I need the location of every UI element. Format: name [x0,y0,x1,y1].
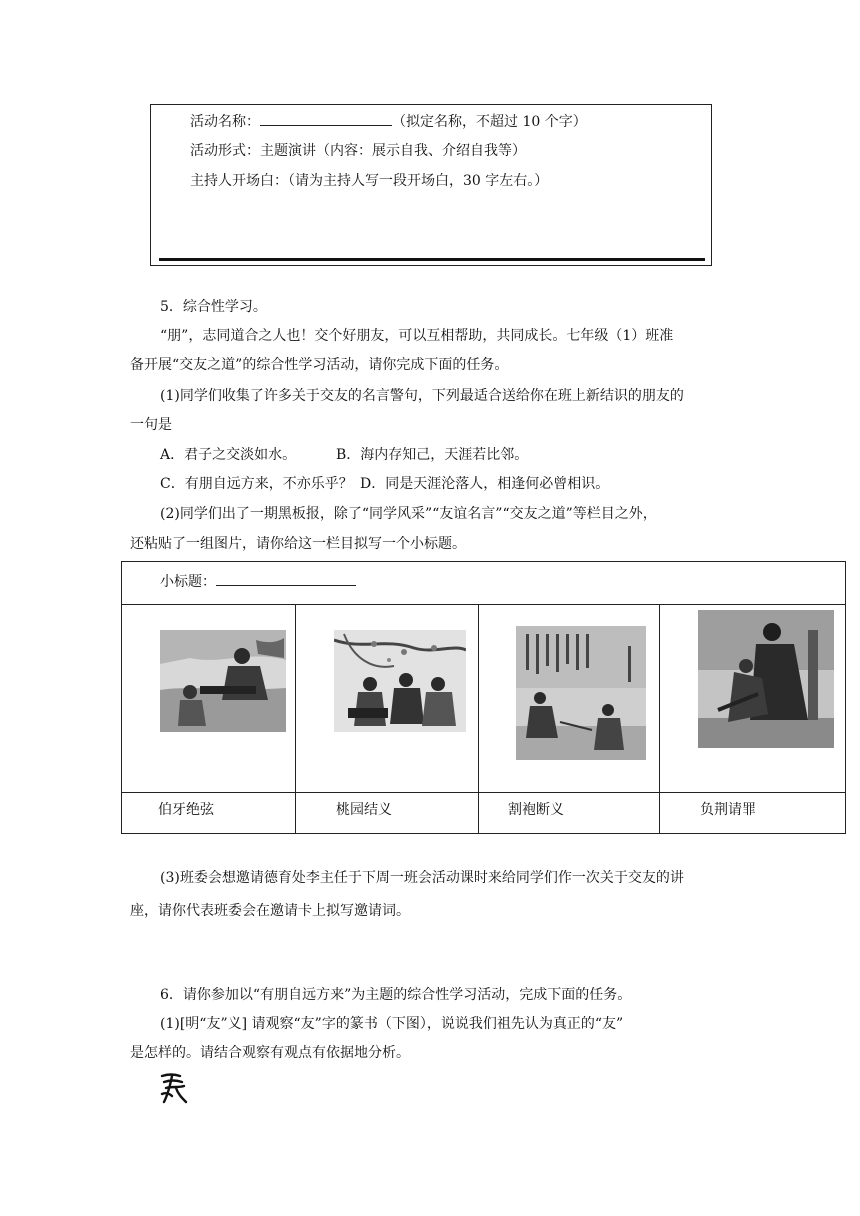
q6-sub1-line-2: 是怎样的。请结合观察有观点有依据地分析。 [130,1045,410,1061]
table-divider [659,604,660,833]
seal-script-you-glyph [158,1070,188,1106]
option-b: B．海内存知己，天涯若比邻。 [336,447,529,463]
option-d: D．同是天涯沦落人，相逢何必曾相识。 [360,476,610,492]
option-a: A．君子之交淡如水。 [160,447,297,463]
q6-heading: 6．请你参加以“有朋自远方来”为主题的综合性学习活动，完成下面的任务。 [160,987,632,1003]
caption-gepao: 割袍断义 [508,802,564,818]
activity-name-blank[interactable] [260,111,392,126]
q5-sub1-line-2: 一句是 [130,417,172,433]
q5-sub1-line-1: (1)同学们收集了许多关于交友的名言警句，下列最适合送给你在班上新结识的朋友的 [160,388,684,404]
q5-sub3-line-2: 座，请你代表班委会在邀请卡上拟写邀请词。 [130,903,410,919]
table-divider [122,604,845,605]
q5-sub2-line-2: 还粘贴了一组图片，请你给这一栏目拟写一个小标题。 [130,536,466,552]
q5-intro-line-2: 备开展“交友之道”的综合性学习活动，请你完成下面的任务。 [130,357,509,373]
q5-heading: 5．综合性学习。 [160,299,267,315]
activity-name-hint: （拟定名称，不超过 10 个字） [392,114,587,130]
gepao-photo [516,626,646,760]
answer-rule [159,258,705,261]
q5-sub3-line-1: (3)班委会想邀请德育处李主任于下周一班会活动课时来给同学们作一次关于交友的讲 [160,870,684,886]
activity-name-row [190,111,587,132]
option-c: C．有朋自远方来，不亦乐乎？ [160,476,353,492]
table-title-row [160,571,356,592]
q5-sub2-line-1: (2)同学们出了一期黑板报，除了“同学风采”“友谊名言”“交友之道”等栏目之外， [160,506,657,522]
q6-sub1-line-1: (1)[明“友”义] 请观察“友”字的篆书（下图），说说我们祖先认为真正的“友” [160,1016,624,1032]
opening-speech-line: 主持人开场白：（请为主持人写一段开场白，30 字左右。） [190,173,549,189]
fujing-photo [698,610,834,748]
table-title-label: 小标题： [160,574,216,590]
boya-photo [160,630,286,732]
caption-boya: 伯牙绝弦 [158,802,214,818]
table-divider [295,604,296,833]
table-title-blank[interactable] [216,571,356,586]
activity-form-line: 活动形式：主题演讲（内容：展示自我、介绍自我等） [190,143,526,159]
table-divider [478,604,479,833]
caption-fujing: 负荆请罪 [700,802,756,818]
q5-intro-line-1: “朋”，志同道合之人也！交个好朋友，可以互相帮助，共同成长。七年级（1）班准 [160,328,674,344]
activity-name-label: 活动名称： [190,114,260,130]
table-divider [122,792,845,793]
caption-taoyuan: 桃园结义 [336,802,392,818]
taoyuan-photo [334,630,466,732]
